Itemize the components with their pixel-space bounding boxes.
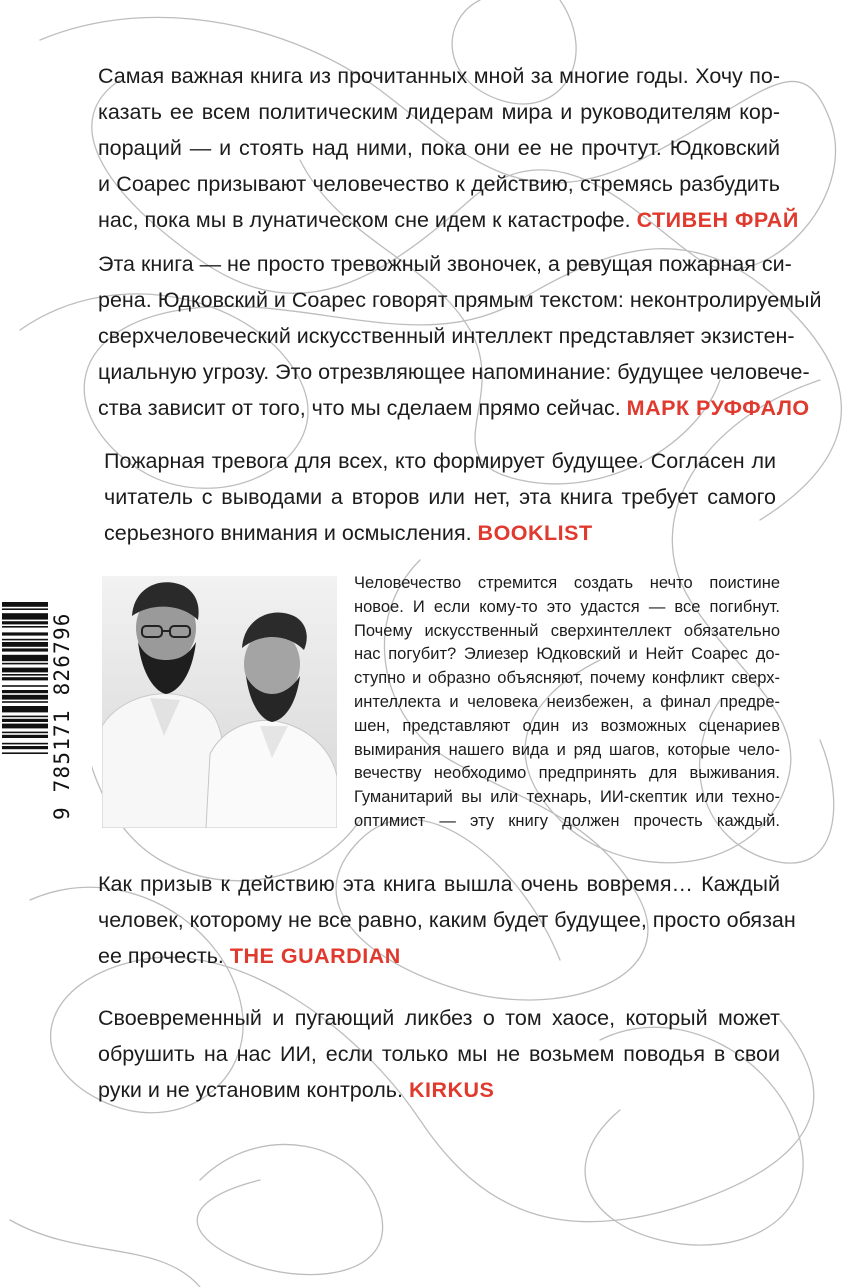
quote-line-text: ее прочесть.: [98, 944, 224, 968]
description-line: вечеству необходимо предпринять для выживания.: [354, 764, 780, 783]
barcode-bar: [2, 695, 48, 700]
quote-line: Пожарная тревога для всех, кто формирует будущее. Согласен ли: [104, 449, 776, 473]
barcode-bar: [2, 642, 48, 647]
quote-attribution: KIRKUS: [408, 1078, 495, 1102]
review-quote-kirkus: [98, 1000, 780, 1108]
description-line: оптимист — эту книгу должен прочесть каждый.: [354, 811, 780, 830]
review-quote-guardian: [98, 866, 796, 974]
quote-attribution: BOOKLIST: [477, 521, 593, 545]
quote-line: человек, которому не все равно, каким будет будущее, просто обязан: [98, 908, 796, 932]
authors-photo-illustration: [102, 576, 337, 828]
barcode-bars: [0, 598, 50, 820]
barcode-bar: [2, 648, 48, 651]
description-line: шен, представляют один из возможных сценариев: [354, 716, 780, 735]
quote-line: пораций — и стоять над ними, пока они ее не прочтут. Юдковский: [98, 136, 780, 160]
description-line: ступно и образно объясняют, почему конфликт сверх-: [354, 669, 780, 688]
barcode-bar: [2, 632, 48, 635]
barcode-bar: [2, 674, 48, 676]
barcode-bar: [2, 690, 48, 693]
quote-line: Как призыв к действию эта книга вышла очень вовремя… Каждый: [98, 872, 780, 896]
quote-line-text: серьезного внимания и осмысления.: [104, 521, 472, 545]
barcode-bar: [2, 608, 48, 610]
review-quote-fry: [98, 58, 799, 238]
barcode-bar: [2, 626, 48, 628]
quote-line: Своевременный и пугающий ликбез о том хаосе, который может: [98, 1006, 780, 1030]
barcode-bar: [2, 746, 48, 749]
quote-line: циальную угрозу. Это отрезвляющее напоминание: будущее человече-: [98, 360, 810, 384]
quote-line: читатель с выводами а второв или нет, эта книга требует самого: [104, 485, 776, 509]
barcode-bar: [2, 735, 48, 738]
quote-line-text: ства зависит от того, что мы сделаем прямо сейчас.: [98, 396, 621, 420]
barcode-bar: [2, 743, 48, 745]
authors-photo: [102, 576, 337, 828]
barcode-bar: [2, 613, 48, 619]
description-line: Гуманитарий вы или технарь, ИИ-скептик или техно-: [354, 788, 780, 807]
quote-line: Самая важная книга из прочитанных мной за многие годы. Хочу по-: [98, 64, 780, 88]
quote-line-last: [98, 202, 799, 238]
barcode-bar: [2, 752, 48, 754]
barcode-bar: [2, 719, 48, 722]
quote-line: Эта книга — не просто тревожный звоночек, а ревущая пожарная си-: [98, 252, 792, 276]
barcode-bar: [2, 716, 48, 718]
review-quote-ruffalo: [98, 246, 822, 426]
description-line: Человечество стремится создать нечто поистине: [354, 574, 780, 592]
barcode-bar: [2, 668, 48, 673]
quote-line: рена. Юдковский и Соарес говорят прямым текстом: неконтролируемый: [98, 288, 822, 312]
description-line: новое. И если кому-то это удастся — все погибнут.: [354, 597, 780, 616]
quote-line: обрушить на нас ИИ, если только мы не возьмем поводья в свои: [98, 1042, 780, 1066]
quote-line-last: [104, 515, 776, 551]
quote-attribution: THE GUARDIAN: [229, 944, 401, 968]
description-line: Почему искусственный сверхинтеллект обязательно: [354, 621, 780, 640]
barcode-bar: [2, 663, 48, 665]
description-line: интеллекта и человека неизбежен, а финал предре-: [354, 692, 780, 711]
barcode-bar: [2, 677, 48, 680]
quote-line-last: [98, 1072, 780, 1108]
book-description: [354, 572, 780, 834]
quote-attribution: МАРК РУФФАЛО: [626, 396, 810, 420]
barcode: [0, 598, 92, 820]
barcode-bar: [2, 621, 48, 624]
barcode-bar: [2, 655, 48, 661]
barcode-bar: [2, 701, 48, 703]
barcode-bar: [2, 724, 48, 729]
quote-line: сверхчеловеческий искусственный интеллект представляет экзистен-: [98, 324, 795, 348]
quote-line-text: нас, пока мы в лунатическом сне идем к катастрофе.: [98, 208, 631, 232]
quote-attribution: СТИВЕН ФРАЙ: [636, 208, 799, 232]
quote-line-last: [98, 390, 810, 426]
isbn-number: 9 785171 826796: [50, 612, 74, 820]
barcode-bar: [2, 602, 48, 607]
review-quote-booklist: [104, 443, 776, 551]
quote-line-last: [98, 938, 780, 974]
barcode-bar: [2, 732, 48, 734]
barcode-bar: [2, 639, 48, 641]
quote-line: и Соарес призывают человечество к действию, стремясь разбудить: [98, 172, 780, 196]
barcode-bar: [2, 685, 48, 687]
quote-line: казать ее всем политическим лидерам мира и руководителям кор-: [98, 100, 780, 124]
barcode-bar: [2, 706, 48, 712]
description-line: вымирания нашего вида и ряд шагов, которые чело-: [354, 740, 780, 759]
description-line: нас погубит? Элиезер Юдковский и Нейт Соарес до-: [354, 645, 780, 664]
quote-line-text: руки и не установим контроль.: [98, 1078, 403, 1102]
